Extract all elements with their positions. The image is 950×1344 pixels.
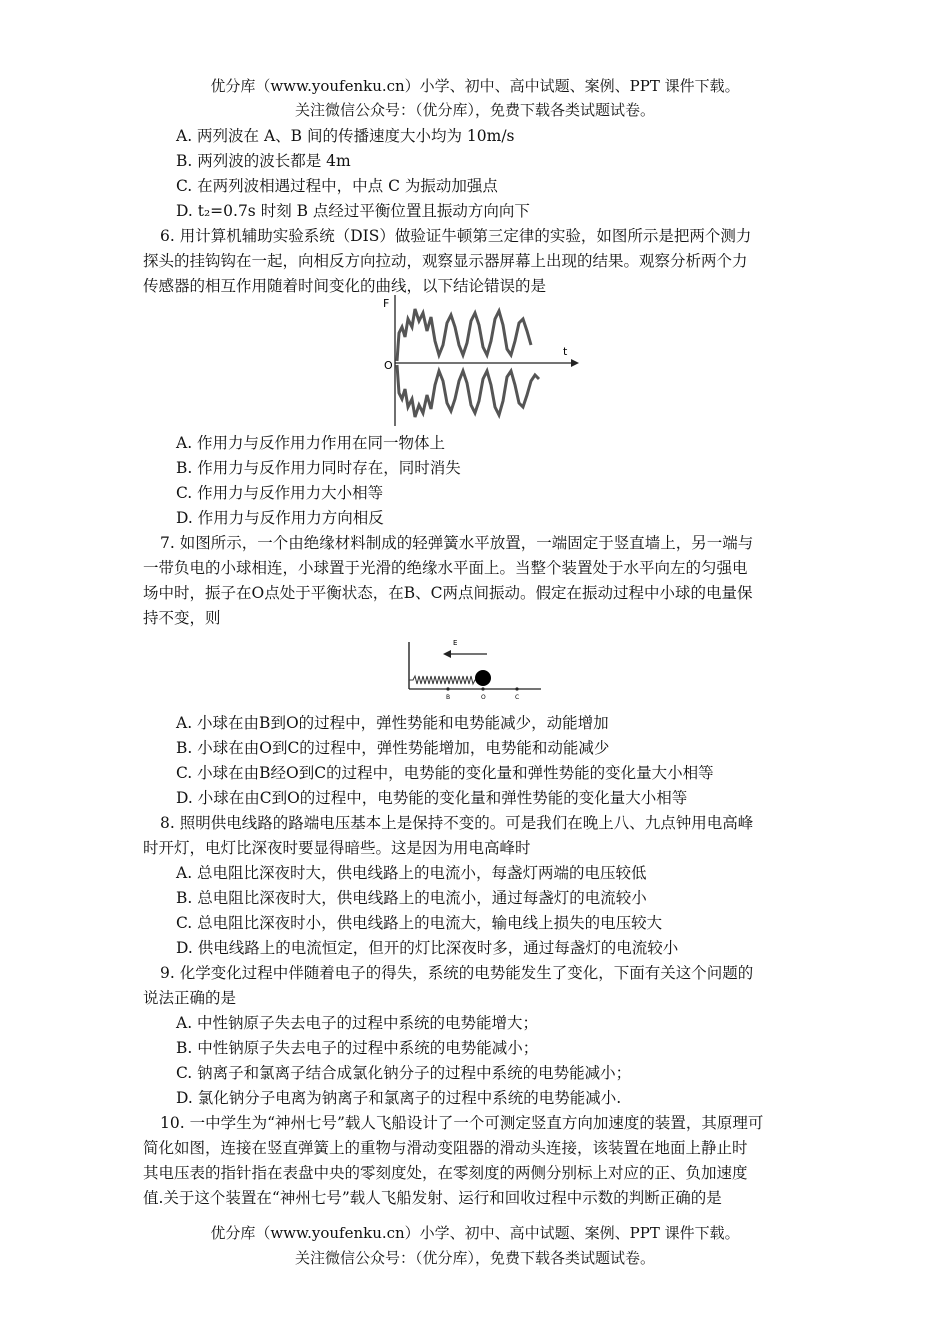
footer-line-1: 优分库（www.youfenku.cn）小学、初中、高中试题、案例、PPT 课件下载。 (210, 1224, 740, 1242)
q6-option-a: A. 作用力与反作用力作用在同一物体上 (176, 434, 446, 452)
q6-x-label: t (563, 345, 568, 358)
q7-option-d: D. 小球在由C到O的过程中，电势能的变化量和弹性势能的变化量大小相等 (176, 789, 688, 807)
q7-option-a: A. 小球在由B到O的过程中，弹性势能和电势能减少，动能增加 (176, 714, 609, 732)
q6-stem-line-2: 探头的挂钩钩在一起，向相反方向拉动，观察显示器屏幕上出现的结果。观察分析两个力 (143, 252, 748, 270)
q6-stem-line-3: 传感器的相互作用随着时间变化的曲线，以下结论错误的是 (143, 277, 547, 295)
q8-stem-line-1: 8. 照明供电线路的路端电压基本上是保持不变的。可是我们在晚上八、九点钟用电高峰 (160, 814, 754, 832)
header-line-1: 优分库（www.youfenku.cn）小学、初中、高中试题、案例、PPT 课件下载。 (210, 77, 740, 95)
q6-x-arrow (571, 359, 579, 367)
q7-point-b (446, 687, 449, 690)
q7-point-o (481, 687, 484, 690)
q7-o-label: O (481, 694, 486, 700)
q6-force-time-figure (375, 293, 580, 428)
q5-option-a: A. 两列波在 A、B 间的传播速度大小均为 10m/s (176, 127, 515, 145)
q9-option-d: D. 氯化钠分子电离为钠离子和氯离子的过程中系统的电势能减小. (176, 1089, 622, 1107)
q6-option-d: D. 作用力与反作用力方向相反 (176, 509, 384, 527)
q8-stem-line-2: 时开灯，电灯比深夜时要显得暗些。这是因为用电高峰时 (143, 839, 531, 857)
q7-option-c: C. 小球在由B经O到C的过程中，电势能的变化量和弹性势能的变化量大小相等 (176, 764, 714, 782)
q7-stem-line-4: 持不变，则 (143, 609, 221, 627)
q7-field-label: E (453, 639, 458, 647)
q6-stem-line-1: 6. 用计算机辅助实验系统（DIS）做验证牛顿第三定律的实验，如图所示是把两个测力 (160, 227, 752, 245)
q6-curve-upper (397, 309, 531, 361)
q10-stem-line-2: 简化如图，连接在竖直弹簧上的重物与滑动变阻器的滑动头连接，该装置在地面上静止时 (143, 1139, 748, 1157)
footer-line-2: 关注微信公众号：（优分库），免费下载各类试题试卷。 (294, 1249, 655, 1267)
q5-option-d: D. t₂=0.7s 时刻 B 点经过平衡位置且振动方向向下 (176, 202, 530, 220)
q10-stem-line-3: 其电压表的指针指在表盘中央的零刻度处，在零刻度的两侧分别标上对应的正、负加速度 (143, 1164, 748, 1182)
q7-stem-line-2: 一带负电的小球相连，小球置于光滑的绝缘水平面上。当整个装置处于水平向左的匀强电 (143, 559, 748, 577)
q6-origin-label: O (384, 359, 393, 372)
q7-spring (409, 676, 479, 684)
header-line-2: 关注微信公众号：（优分库），免费下载各类试题试卷。 (294, 101, 655, 119)
q7-point-c (515, 687, 518, 690)
q7-stem-line-1: 7. 如图所示，一个由绝缘材料制成的轻弹簧水平放置，一端固定于竖直墙上，另一端与 (160, 534, 754, 552)
q7-option-b: B. 小球在由O到C的过程中，弹性势能增加，电势能和动能减少 (176, 739, 610, 757)
q9-stem-line-1: 9. 化学变化过程中伴随着电子的得失，系统的电势能发生了变化，下面有关这个问题的 (160, 964, 754, 982)
q7-spring-ball-figure (403, 632, 543, 700)
q6-y-label: F (383, 297, 390, 310)
q7-b-label: B (446, 694, 451, 700)
q10-stem-line-4: 值.关于这个装置在“神州七号”载人飞船发射、运行和回收过程中示数的判断正确的是 (143, 1189, 722, 1207)
q8-option-c: C. 总电阻比深夜时小，供电线路上的电流大，输电线上损失的电压较大 (176, 914, 663, 932)
q6-option-c: C. 作用力与反作用力大小相等 (176, 484, 384, 502)
q7-c-label: C (515, 694, 520, 700)
q7-ball (475, 670, 491, 686)
q10-stem-line-1: 10. 一中学生为“神州七号”载人飞船设计了一个可测定竖直方向加速度的装置，其原理可 (160, 1114, 764, 1132)
q7-stem-line-3: 场中时，振子在O点处于平衡状态，在B、C两点间振动。假定在振动过程中小球的电量保 (143, 584, 753, 602)
q9-option-c: C. 钠离子和氯离子结合成氯化钠分子的过程中系统的电势能减小； (176, 1064, 632, 1082)
q8-option-a: A. 总电阻比深夜时大，供电线路上的电流小，每盏灯两端的电压较低 (176, 864, 647, 882)
q8-option-b: B. 总电阻比深夜时大，供电线路上的电流小，通过每盏灯的电流较小 (176, 889, 647, 907)
q5-option-c: C. 在两列波相遇过程中，中点 C 为振动加强点 (176, 177, 498, 195)
q5-option-b: B. 两列波的波长都是 4m (176, 152, 351, 170)
q6-curve-lower (397, 365, 539, 417)
q9-option-a: A. 中性钠原子失去电子的过程中系统的电势能增大； (176, 1014, 539, 1032)
q7-field-arrowhead (443, 650, 451, 658)
q6-option-b: B. 作用力与反作用力同时存在，同时消失 (176, 459, 461, 477)
q8-option-d: D. 供电线路上的电流恒定，但开的灯比深夜时多，通过每盏灯的电流较小 (176, 939, 679, 957)
q9-option-b: B. 中性钠原子失去电子的过程中系统的电势能减小； (176, 1039, 539, 1057)
q9-stem-line-2: 说法正确的是 (143, 989, 237, 1007)
